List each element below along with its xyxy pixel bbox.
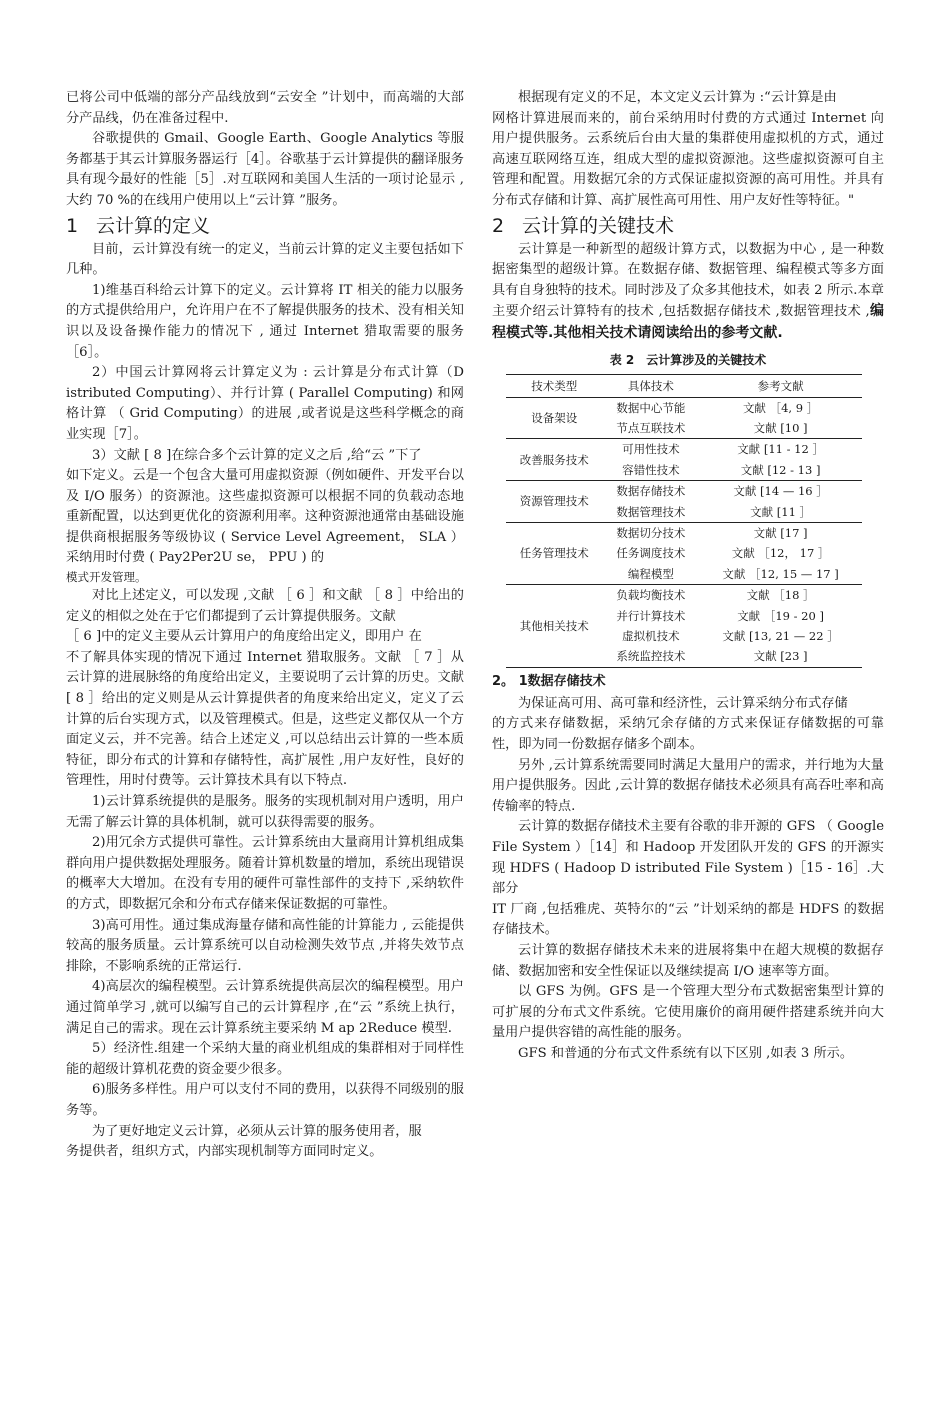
- paragraph: GFS 和普通的分布式文件系统有以下区别 ,如表 3 所示。: [518, 1045, 854, 1061]
- paragraph-text: 云计算是一种新型的超级计算方式，以数据为中心 , 是一种数据密集型的超级计算。在数据存储、数据管理、编程模式等多方面具有自身独特的技术。同时涉及了众多其他技术，如表 2 所示.本章主要介绍云计算特有的技术 ,包括数据存储技术 ,数据管理技术 ,: [492, 241, 884, 320]
- table-cell: 文献 [11 - 12 ］: [737, 442, 824, 457]
- table-cell: 文献 ［12, 15 — 17 ]: [699, 564, 862, 585]
- subsection-heading: [492, 672, 884, 692]
- paragraph: 务提供者，组织方式，内部实现机制等方面同时定义。: [66, 1144, 383, 1160]
- table-cell: 任务调度技术: [616, 546, 686, 561]
- paragraph: IT 厂商 ,包括雅虎、英特尔的“云 ”计划采纳的都是 HDFS 的数据存储技术。: [492, 901, 884, 938]
- table-cell: 文献 [13, 21 — 22 ］: [722, 629, 839, 643]
- table-cell: 可用性技术: [622, 442, 680, 457]
- table-cell: 文献 [23 ]: [699, 646, 862, 667]
- section-title: 云计算的定义: [96, 214, 211, 237]
- section-number: 2: [492, 214, 505, 237]
- paragraph: 已将公司中低端的部分产品线放到“云安全 ”计划中，而高端的大部分产品线，仍在准备过程中.: [66, 90, 464, 126]
- left-column: [66, 88, 464, 1163]
- section-heading-2: [492, 214, 884, 238]
- table-cell: 节点互联技术: [603, 418, 700, 439]
- paragraph: 谷歌提供的 Gmail、Google Earth、Google Analytics 等服务都基于其云计算服务器运行［4］。谷歌基于云计算提供的翻译服务具有现今最好的性能［5］.对互联网和美国人生活的一项讨论显示 ,大约 70 %的在线用户使用以上“云计算 ”服务。: [66, 131, 464, 208]
- paragraph: 的方式来存储数据，采纳冗余存储的方式来保证存储数据的可靠性，即为同一份数据存储多个副本。: [492, 716, 884, 752]
- paragraph: 云计算的数据存储技术主要有谷歌的非开源的 GFS （ Google File System ）［14］和 Hadoop 开发团队开发的 GFS 的开源实现 HDFS ( Hadoop D istributed File System )［15 - 16］.大部分: [492, 819, 884, 897]
- paragraph: 目前，云计算没有统一的定义，当前云计算的定义主要包括如下几种。: [66, 241, 464, 278]
- paragraph: 1)维基百科给云计算下的定义。云计算将 IT 相关的能力以服务的方式提供给用户，允许用户在不了解提供服务的技术、没有相关知识以及设备操作能力的情况下 , 通过 Internet 猎取需要的服务［6］。: [66, 282, 464, 360]
- paragraph: 4)高层次的编程模型。云计算系统提供高层次的编程模型。用户通过简单学习 ,就可以编写自己的云计算程序 ,在“云 ”系统上执行，满足自己的需求。现在云计算系统主要采纳 M ap 2Reduce 模型.: [66, 979, 464, 1036]
- paragraph-bold-text: 编程模式等.其他相关技术请阅读给出的参考文献.: [492, 303, 884, 341]
- paragraph: 1)云计算系统提供的是服务。服务的实现机制对用户透明，用户无需了解云计算的具体机制，就可以获得需要的服务。: [66, 794, 464, 830]
- table-cell: 文献 [17 ]: [753, 525, 808, 540]
- section-title: 云计算的关键技术: [522, 214, 675, 237]
- paragraph: ［ 6 ]中的定义主要从云计算用户的角度给出定义，即用户 在: [66, 629, 422, 645]
- table-cell-type: 设备架设: [506, 397, 603, 439]
- table-cell: 数据管理技术: [603, 502, 700, 523]
- table-header-row: [506, 374, 862, 397]
- table-cell: 数据切分技术: [616, 525, 686, 540]
- table-cell: 文献 [14 — 16 ］: [733, 484, 828, 499]
- table-header: 技术类型: [506, 374, 603, 397]
- paragraph: 3）文献 [ 8 ]在综合多个云计算的定义之后 ,给“云 ”下了: [92, 447, 422, 463]
- table-cell: 数据存储技术: [616, 484, 686, 499]
- paragraph: [492, 240, 884, 345]
- table-cell: 文献 ［4, 9 ］: [742, 400, 819, 415]
- table-cell: 文献 ［18 ］: [746, 588, 815, 603]
- table-row: [506, 585, 862, 606]
- table-cell: 文献 ［19 - 20 ]: [737, 608, 824, 623]
- paragraph: 2）中国云计算网将云计算定义为 : 云计算是分布式计算（D istributed Computing）、并行计算 ( Parallel Computing) 和网格计算 （ Grid Computing）的进展 ,或者说是这些科学概念的商业实现［7］。: [66, 365, 464, 442]
- paragraph: 网格计算进展而来的，前台采纳用时付费的方式通过 Internet 向用户提供服务。云系统后台由大量的集群使用虚拟机的方式，通过高速互联网络互连，组成大型的虚拟资源池。这些虚拟资源可自主管理和配置。用数据冗余的方式保证虚拟资源的高可用性。并具有分布式存储和计算、高扩展性高可用性、用户友好性等特征。": [492, 110, 884, 208]
- paragraph: 6)服务多样性。用户可以支付不同的费用，以获得不同级别的服务等。: [66, 1082, 464, 1118]
- table-cell: 文献 [11 ］: [699, 502, 862, 523]
- subsection-number: 2。 1: [492, 673, 528, 689]
- table-cell: 容错性技术: [603, 460, 700, 481]
- table-header: 参考文献: [699, 374, 862, 397]
- table-cell: 数据中心节能: [616, 400, 686, 415]
- section-number: 1: [66, 214, 79, 237]
- table-row: [506, 397, 862, 418]
- table-cell: 文献 [12 - 13 ]: [699, 460, 862, 481]
- table-cell: 负载均衡技术: [616, 588, 686, 603]
- paragraph: 另外 ,云计算系统需要同时满足大量用户的需求，并行地为大量用户提供服务。因此 ,云计算的数据存储技术必须具有高吞吐率和高传输率的特点.: [492, 757, 884, 814]
- paragraph: 以 GFS 为例。GFS 是一个管理大型分布式数据密集型计算的可扩展的分布式文件系统。它使用廉价的商用硬件搭建系统并向大量用户提供容错的高性能的服务。: [492, 984, 884, 1041]
- paragraph: 为保证高可用、高可靠和经济性，云计算采纳分布式存储: [518, 695, 848, 711]
- table-cell-type: 改善服务技术: [506, 439, 603, 481]
- section-heading-1: [66, 214, 464, 238]
- subsection-title: 数据存储技术: [527, 673, 606, 689]
- table-cell: 虚拟机技术: [622, 629, 680, 643]
- table-cell: 文献 ［12， 17 ］: [731, 546, 830, 561]
- table-header: 具体技术: [603, 374, 700, 397]
- paragraph: 如下定义。云是一个包含大量可用虚拟资源（例如硬件、开发平台以及 I/O 服务）的资源池。这些虚拟资源可以根据不同的负载动态地重新配置，以达到更优化的资源利用率。这种资源池通常由基础设施提供商根据服务等级协议 ( Service Level Agreement， SLA ） 采纳用时付费 ( Pay2Per2U se， PPU ) 的: [66, 468, 464, 566]
- paragraph: 模式开发管理。: [66, 570, 147, 585]
- table-caption: 表 2 云计算涉及的关键技术: [609, 352, 767, 367]
- table-cell: 并行计算技术: [616, 608, 686, 623]
- paragraph: 云计算的数据存储技术未来的进展将集中在超大规模的数据存储、数据加密和安全性保证以及继续提高 I/O 速率等方面。: [492, 942, 884, 979]
- table-row: [506, 522, 862, 543]
- right-column: [492, 88, 884, 1065]
- table-cell: 编程模型: [603, 564, 700, 585]
- paragraph: 2)用冗余方式提供可靠性。云计算系统由大量商用计算机组成集群向用户提供数据处理服务。随着计算机数量的增加，系统出现错误的概率大大增加。在没有专用的硬件可靠性部件的支持下 ,采纳软件的方式，即数据冗余和分布式存储来保证数据的可靠性。: [66, 835, 464, 912]
- paragraph: 5）经济性.组建一个采纳大量的商业机组成的集群相对于同样性能的超级计算机花费的资金要少很多。: [66, 1041, 464, 1077]
- table-cell-type: 任务管理技术: [506, 522, 603, 584]
- table-row: [506, 481, 862, 502]
- paragraph: 不了解具体实现的情况下通过 Internet 猎取服务。文献 ［ 7 ］从云计算的进展脉络的角度给出定义，主要说明了云计算的历史。文献 [ 8 ］给出的定义则是从云计算提供者的角度来给出定义，定义了云计算的后台实现方式，以及管理模式。但是，这些定义都仅从一个方面定义云，并不完善。结合上述定义 ,可以总结出云计算的一些本质特征，即分布式的计算和存储特性，高扩展性 ,用户友好性，良好的管理性，用时付费等。云计算技术具有以下特点.: [66, 649, 464, 789]
- table-row: [506, 439, 862, 460]
- paragraph: 3)高可用性。通过集成海量存储和高性能的计算能力 , 云能提供较高的服务质量。云计算系统可以自动检测失效节点 ,并将失效节点排除，不影响系统的正常运行.: [66, 917, 464, 974]
- paragraph: 对比上述定义，可以发现 ,文献 ［ 6 ］和文献 ［ 8 ］中给出的定义的相似之处在于它们都提到了云计算提供服务。文献: [66, 588, 464, 624]
- table-cell: 系统监控技术: [603, 646, 700, 667]
- table-cell-type: 其他相关技术: [506, 585, 603, 668]
- paragraph: 根据现有定义的不足，本文定义云计算为 :“云计算是由: [518, 90, 837, 105]
- paragraph: 为了更好地定义云计算，必须从云计算的服务使用者，服: [92, 1123, 422, 1139]
- table-cell: 文献 [10 ]: [699, 418, 862, 439]
- key-tech-table: [506, 374, 862, 668]
- table-cell-type: 资源管理技术: [506, 481, 603, 523]
